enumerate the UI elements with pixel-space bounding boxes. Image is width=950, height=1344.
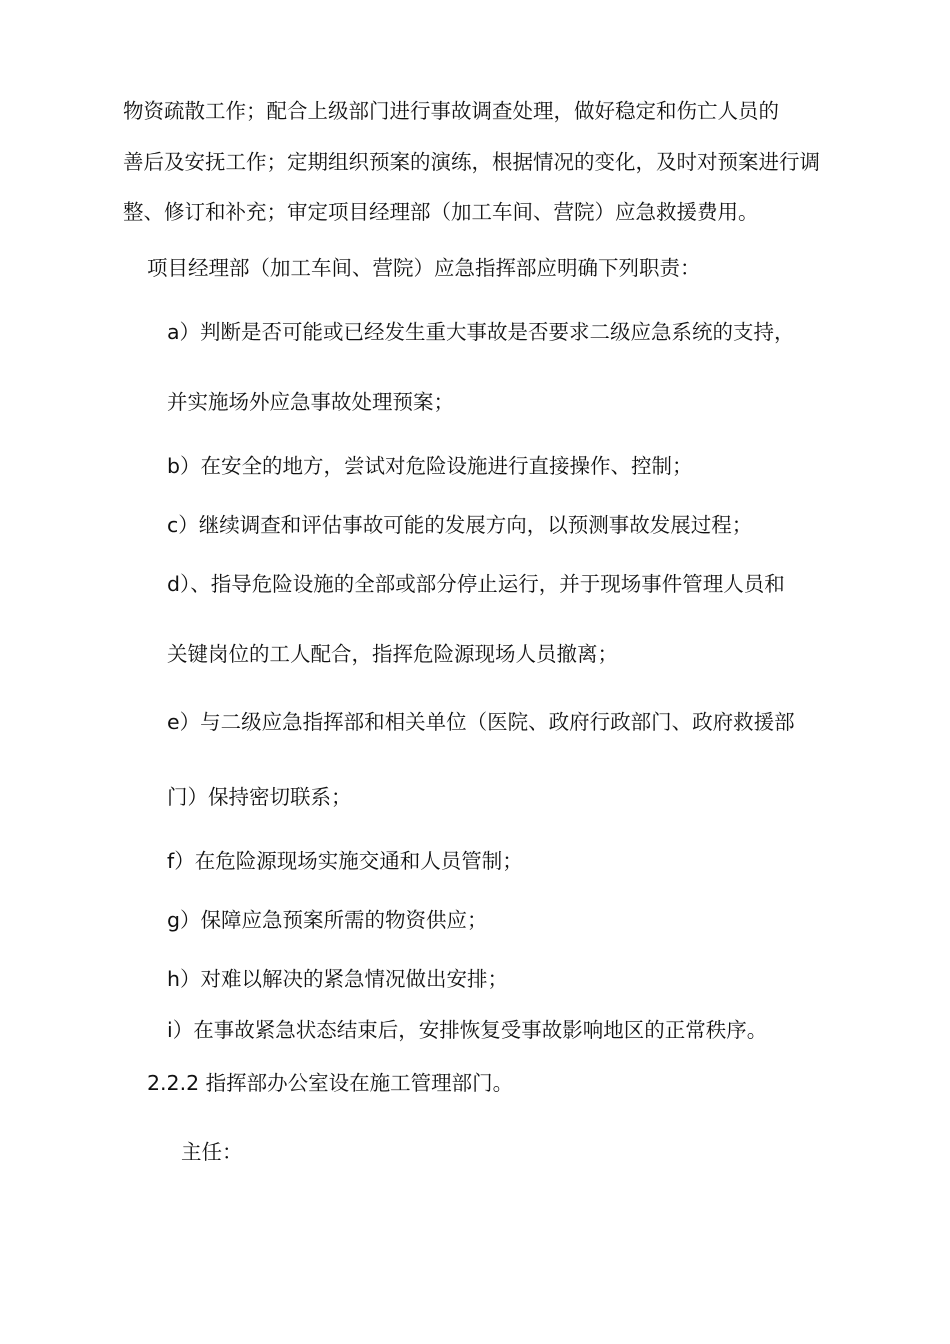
duty-item-d: d）、指导危险设施的全部或部分停止运行，并于现场事件管理人员和: [167, 572, 785, 596]
duty-item-a-cont: 并实施场外应急事故处理预案；: [167, 390, 454, 414]
paragraph-line-1: 物资疏散工作；配合上级部门进行事故调查处理，做好稳定和伤亡人员的: [123, 99, 779, 123]
section-intro: 项目经理部（加工车间、营院）应急指挥部应明确下列职责：: [147, 256, 701, 280]
duty-item-d-cont: 关键岗位的工人配合，指挥危险源现场人员撤离；: [167, 642, 618, 666]
duty-item-e-cont: 门）保持密切联系；: [167, 785, 352, 809]
duty-item-i: i）在事故紧急状态结束后，安排恢复受事故影响地区的正常秩序。: [167, 1018, 768, 1042]
duty-item-c: c）继续调查和评估事故可能的发展方向，以预测事故发展过程；: [167, 513, 753, 537]
duty-item-f: f）在危险源现场实施交通和人员管制；: [167, 849, 523, 873]
duty-item-h: h）对难以解决的紧急情况做出安排；: [167, 967, 508, 991]
paragraph-line-2: 善后及安抚工作；定期组织预案的演练，根据情况的变化，及时对预案进行调: [123, 150, 820, 174]
duty-item-b: b）在安全的地方，尝试对危险设施进行直接操作、控制；: [167, 454, 693, 478]
paragraph-line-3: 整、修订和补充；审定项目经理部（加工车间、营院）应急救援费用。: [123, 200, 759, 224]
section-heading-2-2-2: 2.2.2 指挥部办公室设在施工管理部门。: [147, 1071, 514, 1095]
duty-item-e: e）与二级应急指挥部和相关单位（医院、政府行政部门、政府救援部: [167, 710, 795, 734]
director-label: 主任：: [181, 1140, 243, 1164]
duty-item-a: a）判断是否可能或已经发生重大事故是否要求二级应急系统的支持，: [167, 320, 795, 344]
duty-item-g: g）保障应急预案所需的物资供应；: [167, 908, 488, 932]
